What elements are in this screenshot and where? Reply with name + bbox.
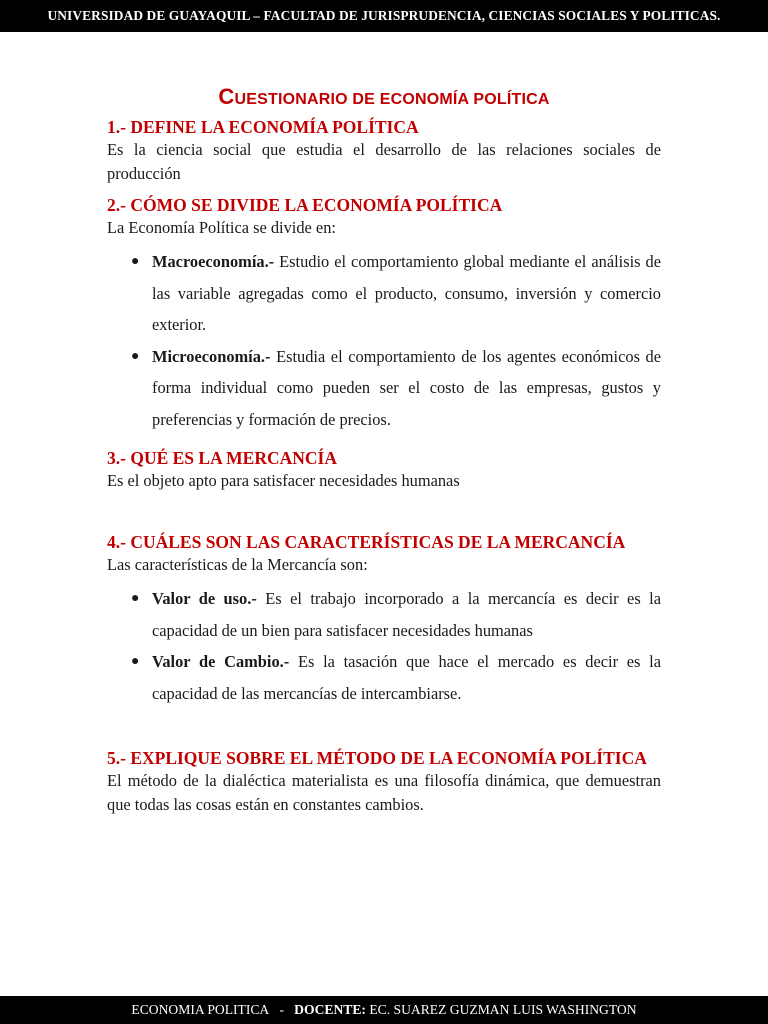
footer-docente-label: DOCENTE: (294, 1002, 366, 1017)
question-3-heading: 3.- QUÉ ES LA MERCANCÍA (107, 448, 337, 468)
list-item-term: Valor de uso.- (152, 589, 257, 608)
list-item-term: Macroeconomía.- (152, 252, 275, 271)
answer-5-text: El método de la dialéctica materialista es una filosofía dinámica, que demuestran que todas las cosas están en constantes cambios. (107, 771, 661, 814)
footer-bar (0, 996, 768, 1024)
list-item (131, 583, 661, 646)
list-item-text: Estudia el comportamiento de los agentes económicos de forma individual como pueden ser el costo de las empresas, gustos y preferencias y formación de precios. (152, 346, 661, 429)
list-item (131, 646, 661, 709)
answer-4-list (107, 583, 661, 709)
question-2-heading: 2.- CÓMO SE DIVIDE LA ECONOMÍA POLÍTICA (107, 195, 503, 215)
answer-2-text: La Economía Política se divide en: (107, 218, 336, 237)
footer-docente-name: EC. SUAREZ GUZMAN LUIS WASHINGTON (365, 1002, 637, 1017)
list-item (131, 246, 661, 341)
list-item-term: Microeconomía.- (152, 346, 271, 366)
bullet-icon: ● (131, 254, 140, 269)
answer-2-list (107, 246, 661, 435)
list-item-term: Valor de Cambio.- (152, 652, 290, 671)
header-text: UNIVERSIDAD DE GUAYAQUIL – FACULTAD DE JURISPRUDENCIA, CIENCIAS SOCIALES Y POLITICAS. (47, 8, 721, 23)
question-5-heading: 5.- EXPLIQUE SOBRE EL MÉTODO DE LA ECONOMÍA POLÍTICA (107, 748, 647, 768)
title-text: UESTIONARIO DE ECONOMÍA POLÍTICA (234, 91, 550, 108)
question-4-heading: 4.- CUÁLES SON LAS CARACTERÍSTICAS DE LA MERCANCÍA (107, 532, 626, 552)
title-initial: C (218, 84, 235, 109)
list-item-text: Es la tasación que hace el mercado es decir es la capacidad de las mercancías de intercambiarse. (152, 652, 661, 703)
footer-subject: ECONOMIA POLITICA (131, 1002, 270, 1017)
page-title (107, 84, 661, 110)
bullet-icon: ● (131, 348, 140, 364)
document-body (107, 84, 661, 817)
footer-separator: - (269, 1002, 295, 1017)
list-item (131, 341, 661, 436)
header-bar (0, 0, 768, 32)
answer-3-text: Es el objeto apto para satisfacer necesidades humanas (107, 471, 460, 490)
list-item-text: Estudio el comportamiento global mediante el análisis de las variable agregadas como el producto, consumo, inversión y comercio exterior. (152, 252, 661, 334)
list-item-text: Es el trabajo incorporado a la mercancía es decir es la capacidad de un bien para satisfacer necesidades humanas (152, 589, 661, 640)
answer-4-text: Las características de la Mercancía son: (107, 555, 368, 574)
question-1-heading: 1.- DEFINE LA ECONOMÍA POLÍTICA (107, 117, 419, 137)
bullet-icon: ● (131, 591, 140, 606)
answer-1-text: Es la ciencia social que estudia el desarrollo de las relaciones sociales de producción (107, 140, 661, 183)
bullet-icon: ● (131, 654, 140, 669)
